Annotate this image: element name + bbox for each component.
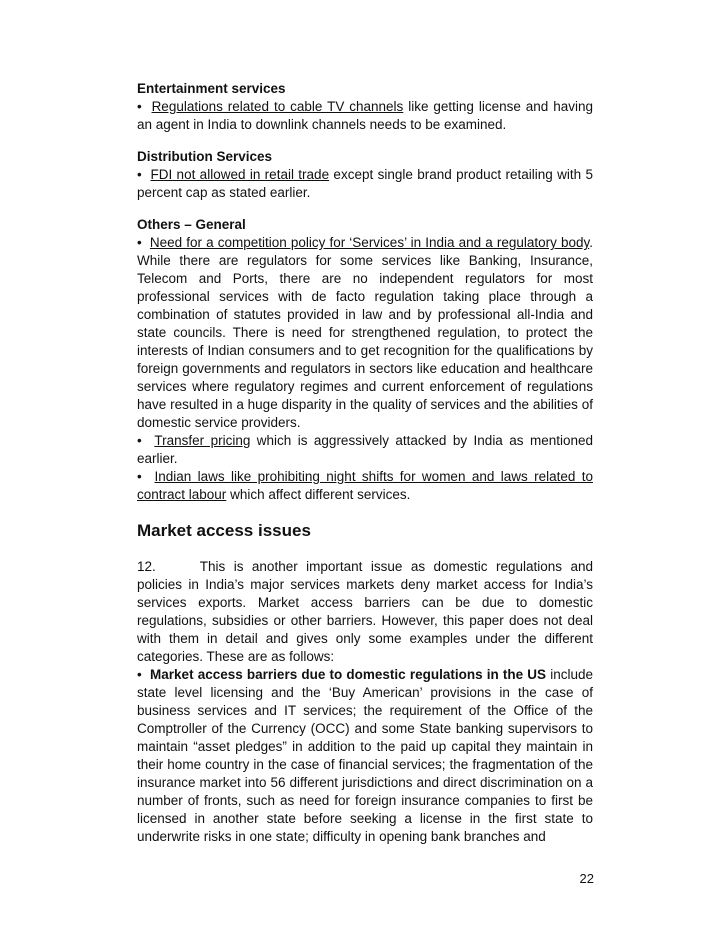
section-text xyxy=(137,234,593,432)
body-text: which is aggressively attacked by India as mentioned earlier. xyxy=(137,433,593,466)
bullet: • xyxy=(137,469,142,484)
body-text: except single brand product retailing with 5 percent cap as stated earlier. xyxy=(137,167,593,200)
section-text xyxy=(137,98,593,134)
section-entertainment xyxy=(137,80,593,134)
page-content xyxy=(137,80,593,846)
body-text: . While there are regulators for some services like Banking, Insurance, Telecom and Ports, there are no independent regulators for most professional services with de facto regulation taking place through a combination of statutes provided in law and by professional all-India and state councils. There is need for strengthened regulation, to protect the interests of Indian consumers and to get recognition for the qualifications by foreign governments and regulators in sectors like education and healthcare services where regulatory regimes and current enforcement of regulations have resulted in a huge disparity in the quality of services and the abilities of domestic service providers. xyxy=(137,235,593,430)
paragraph-text: This is another important issue as domestic regulations and policies in India’s major services markets deny market access for India’s services exports. Market access barriers can be due to domestic regulations, subsidies or other barriers. However, this paper does not deal with them in detail and gives only some examples under the different categories. These are as follows: xyxy=(137,559,593,664)
underlined-text: FDI not allowed in retail trade xyxy=(150,167,330,182)
underlined-text: Regulations related to cable TV channels xyxy=(151,99,404,114)
section-others-general xyxy=(137,216,593,504)
bullet: • xyxy=(137,99,142,114)
bullet: • xyxy=(137,667,142,682)
underlined-text: Transfer pricing xyxy=(154,433,251,448)
bullet-paragraph xyxy=(137,666,593,846)
section-text xyxy=(137,432,593,468)
section-heading: Distribution Services xyxy=(137,149,273,164)
bullet: • xyxy=(137,167,142,182)
bold-lead-text: Market access barriers due to domestic regulations in the US xyxy=(150,667,547,682)
underlined-text: Indian laws like prohibiting night shifts for women and laws related to contract labour xyxy=(137,469,593,502)
numbered-paragraph xyxy=(137,558,593,666)
section-title-market-access: Market access issues xyxy=(137,521,311,540)
bullet: • xyxy=(137,433,142,448)
section-heading: Others – General xyxy=(137,217,246,232)
paragraph-number: 12. xyxy=(137,559,156,574)
section-distribution xyxy=(137,148,593,202)
section-text xyxy=(137,166,593,202)
bullet: • xyxy=(137,235,142,250)
page-number: 22 xyxy=(579,871,594,886)
underlined-text: Need for a competition policy for ‘Services’ in India and a regulatory body xyxy=(149,235,590,250)
body-text: like getting license and having an agent in India to downlink channels needs to be examined. xyxy=(137,99,593,132)
section-heading: Entertainment services xyxy=(137,81,286,96)
body-text: which affect different services. xyxy=(226,487,411,502)
section-text xyxy=(137,468,593,504)
body-text: include state level licensing and the ‘Buy American’ provisions in the case of business services and IT services; the requirement of the Office of the Comptroller of the Currency (OCC) and some State banking supervisors to maintain “asset pledges” in addition to the paid up capital they maintain in their home country in the case of financial services; the fragmentation of the insurance market into 56 different jurisdictions and direct discrimination on a number of fronts, such as need for foreign insurance companies to first be licensed in another state before seeking a license in the first state to underwrite risks in one state; difficulty in opening bank branches and xyxy=(137,667,593,844)
